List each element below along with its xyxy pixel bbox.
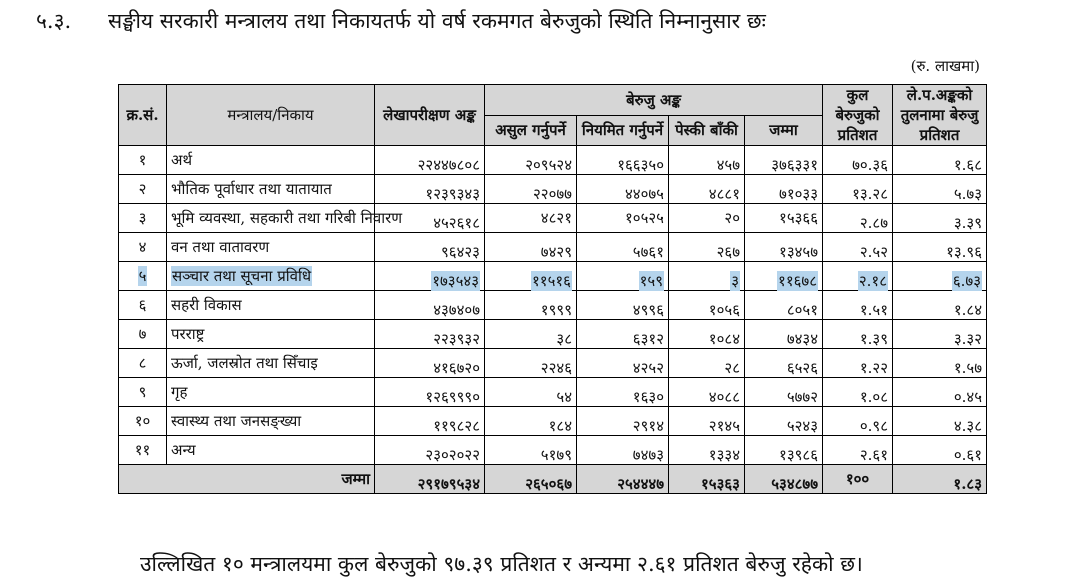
table-row bbox=[119, 233, 987, 262]
cell-audit: ११९८२८ bbox=[375, 407, 485, 436]
cell-sn: ९ bbox=[119, 378, 167, 407]
cell-total: ७४३४ bbox=[745, 320, 823, 349]
header-audit-amount: लेखापरीक्षण अङ्क bbox=[375, 85, 485, 146]
highlight-mark: २.१८ bbox=[858, 272, 888, 290]
cell-pct-audit: १३.९६ bbox=[893, 233, 987, 262]
cell-advance: १०५६ bbox=[669, 291, 745, 320]
header-advance: पेस्की बाँकी bbox=[669, 115, 745, 146]
cell-total: ३७६३३१ bbox=[745, 146, 823, 175]
cell-total: १३४५७ bbox=[745, 233, 823, 262]
cell-regularize: १६६३५० bbox=[577, 146, 669, 175]
cell-pct-audit: ३.३९ bbox=[893, 204, 987, 233]
cell-recover: ४८२१ bbox=[485, 204, 577, 233]
cell-sn: २ bbox=[119, 175, 167, 204]
cell-audit: ४३७४०७ bbox=[375, 291, 485, 320]
highlight-mark: सञ्चार तथा सूचना प्रविधि bbox=[172, 266, 312, 285]
cell-audit bbox=[375, 262, 485, 291]
cell-regularize: ५७६१ bbox=[577, 233, 669, 262]
header-pct-total: कुल बेरुजुको प्रतिशत bbox=[823, 85, 893, 146]
cell-advance: ४८८१ bbox=[669, 175, 745, 204]
header-ministry: मन्त्रालय/निकाय bbox=[167, 85, 375, 146]
cell-advance: २६७ bbox=[669, 233, 745, 262]
cell-advance: २० bbox=[669, 204, 745, 233]
cell-sn bbox=[119, 262, 167, 291]
cell-pct-audit: १.६८ bbox=[893, 146, 987, 175]
header-pct-audit: ले.प.अङ्कको तुलनामा बेरुजु प्रतिशत bbox=[893, 85, 987, 146]
cell-total: ६५२६ bbox=[745, 349, 823, 378]
cell-advance: २८ bbox=[669, 349, 745, 378]
cell-pct-audit: ०.४५ bbox=[893, 378, 987, 407]
table-row bbox=[119, 204, 987, 233]
cell-pct-total: १.०८ bbox=[823, 378, 893, 407]
cell-audit: ४५२६१८ bbox=[375, 204, 485, 233]
cell-total bbox=[745, 262, 823, 291]
cell-advance: ४५७ bbox=[669, 146, 745, 175]
section-heading bbox=[36, 6, 1056, 36]
header-row-1 bbox=[119, 85, 987, 116]
cell-sn: ८ bbox=[119, 349, 167, 378]
cell-pct-total: १.२२ bbox=[823, 349, 893, 378]
header-beruju-group: बेरुजु अङ्क bbox=[485, 85, 823, 116]
cell-regularize: १०५२५ bbox=[577, 204, 669, 233]
cell-ministry: भूमि व्यवस्था, सहकारी तथा गरिबी निवारण bbox=[167, 204, 375, 233]
header-regularize: नियमित गर्नुपर्ने bbox=[577, 115, 669, 146]
cell-pct-audit: १.८४ bbox=[893, 291, 987, 320]
cell-sn: १० bbox=[119, 407, 167, 436]
total-recover: २६५०६७ bbox=[485, 465, 577, 494]
cell-ministry: गृह bbox=[167, 378, 375, 407]
cell-pct-audit: १.५७ bbox=[893, 349, 987, 378]
cell-pct-total: २.६१ bbox=[823, 436, 893, 465]
cell-ministry: अर्थ bbox=[167, 146, 375, 175]
cell-sn: ४ bbox=[119, 233, 167, 262]
cell-ministry: स्वास्थ्य तथा जनसङ्ख्या bbox=[167, 407, 375, 436]
header-sn: क्र.सं. bbox=[119, 85, 167, 146]
cell-total: ५२४३ bbox=[745, 407, 823, 436]
table-row bbox=[119, 436, 987, 465]
cell-pct-total: १.३९ bbox=[823, 320, 893, 349]
cell-audit: २३०२०२२ bbox=[375, 436, 485, 465]
cell-pct-audit: ४.३८ bbox=[893, 407, 987, 436]
cell-pct-total: १३.२८ bbox=[823, 175, 893, 204]
cell-sn: ६ bbox=[119, 291, 167, 320]
cell-regularize: ४२५२ bbox=[577, 349, 669, 378]
header-total: जम्मा bbox=[745, 115, 823, 146]
cell-recover: ७४२९ bbox=[485, 233, 577, 262]
cell-total: १३९८६ bbox=[745, 436, 823, 465]
total-total: ५३४८७७ bbox=[745, 465, 823, 494]
table-row bbox=[119, 146, 987, 175]
cell-regularize: ७४७३ bbox=[577, 436, 669, 465]
cell-recover: १८४ bbox=[485, 407, 577, 436]
cell-recover: २०९५२४ bbox=[485, 146, 577, 175]
cell-ministry: परराष्ट्र bbox=[167, 320, 375, 349]
cell-advance: १०८४ bbox=[669, 320, 745, 349]
cell-ministry: सहरी विकास bbox=[167, 291, 375, 320]
cell-pct-total: २.५२ bbox=[823, 233, 893, 262]
cell-regularize: ४९९६ bbox=[577, 291, 669, 320]
cell-recover: २२४६ bbox=[485, 349, 577, 378]
cell-recover bbox=[485, 262, 577, 291]
total-regularize: २५४४४७ bbox=[577, 465, 669, 494]
table-row bbox=[119, 349, 987, 378]
cell-pct-total: २.८७ bbox=[823, 204, 893, 233]
cell-audit: १२३९३४३ bbox=[375, 175, 485, 204]
cell-audit: ९६४२३ bbox=[375, 233, 485, 262]
cell-recover: २२०७७ bbox=[485, 175, 577, 204]
cell-sn: ३ bbox=[119, 204, 167, 233]
cell-ministry: अन्य bbox=[167, 436, 375, 465]
total-row bbox=[119, 465, 987, 494]
cell-pct-audit: ५.७३ bbox=[893, 175, 987, 204]
cell-pct-total bbox=[823, 262, 893, 291]
cell-sn: ११ bbox=[119, 436, 167, 465]
total-audit: २९१७९५३४ bbox=[375, 465, 485, 494]
cell-advance bbox=[669, 262, 745, 291]
cell-pct-audit bbox=[893, 262, 987, 291]
total-pct-total: १०० bbox=[823, 465, 893, 494]
cell-recover: ५१७९ bbox=[485, 436, 577, 465]
cell-recover: १९९९ bbox=[485, 291, 577, 320]
cell-pct-audit: ३.३२ bbox=[893, 320, 987, 349]
cell-recover: ५४ bbox=[485, 378, 577, 407]
cell-total: ५७७२ bbox=[745, 378, 823, 407]
cell-regularize: २९१४ bbox=[577, 407, 669, 436]
cell-regularize: १६३० bbox=[577, 378, 669, 407]
cell-recover: ३८ bbox=[485, 320, 577, 349]
cell-pct-total: १.५१ bbox=[823, 291, 893, 320]
cell-pct-total: ०.९८ bbox=[823, 407, 893, 436]
cell-total: ७१०३३ bbox=[745, 175, 823, 204]
cell-ministry: भौतिक पूर्वाधार तथा यातायात bbox=[167, 175, 375, 204]
cell-audit: २२४४७८०८ bbox=[375, 146, 485, 175]
highlight-mark: ११६७८ bbox=[778, 272, 818, 290]
table-row-highlighted bbox=[119, 262, 987, 291]
total-pct-audit: १.८३ bbox=[893, 465, 987, 494]
cell-regularize bbox=[577, 262, 669, 291]
cell-advance: ४०८८ bbox=[669, 378, 745, 407]
footnote-text: उल्लिखित १० मन्त्रालयमा कुल बेरुजुको ९७.३९ प्रतिशत र अन्यमा २.६१ प्रतिशत बेरुजु रहेको छ। bbox=[140, 552, 863, 576]
table-row bbox=[119, 320, 987, 349]
cell-ministry bbox=[167, 262, 375, 291]
table-row bbox=[119, 175, 987, 204]
cell-ministry: ऊर्जा, जलस्रोत तथा सिँचाइ bbox=[167, 349, 375, 378]
table-row bbox=[119, 407, 987, 436]
highlight-mark: ६.७३ bbox=[952, 272, 982, 290]
highlight-mark: ११५१६ bbox=[531, 272, 571, 290]
highlight-mark: ३ bbox=[731, 272, 739, 290]
section-title: सङ्घीय सरकारी मन्त्रालय तथा निकायतर्फ यो वर्ष रकमगत बेरुजुको स्थिति निम्नानुसार छः bbox=[108, 9, 766, 33]
cell-audit: २२३९३२ bbox=[375, 320, 485, 349]
cell-sn: १ bbox=[119, 146, 167, 175]
table-row bbox=[119, 291, 987, 320]
cell-advance: १३३४ bbox=[669, 436, 745, 465]
cell-regularize: ४४०७५ bbox=[577, 175, 669, 204]
cell-sn: ७ bbox=[119, 320, 167, 349]
cell-regularize: ६३१२ bbox=[577, 320, 669, 349]
cell-total: ८०५१ bbox=[745, 291, 823, 320]
cell-pct-audit: ०.६१ bbox=[893, 436, 987, 465]
cell-pct-total: ७०.३६ bbox=[823, 146, 893, 175]
highlight-mark: १७३५४३ bbox=[432, 272, 479, 290]
cell-audit: ४१६७२० bbox=[375, 349, 485, 378]
cell-ministry: वन तथा वातावरण bbox=[167, 233, 375, 262]
table-row bbox=[119, 378, 987, 407]
highlight-mark: ५ bbox=[138, 266, 147, 285]
section-number: ५.३. bbox=[36, 9, 72, 33]
beruju-table bbox=[118, 84, 987, 494]
unit-note: (रु. लाखमा) bbox=[910, 57, 980, 75]
cell-audit: १२६९९९० bbox=[375, 378, 485, 407]
cell-total: १५३६६ bbox=[745, 204, 823, 233]
highlight-mark: १५९ bbox=[639, 272, 663, 290]
total-label: जम्मा bbox=[119, 465, 375, 494]
header-recover: असुल गर्नुपर्ने bbox=[485, 115, 577, 146]
cell-advance: २१४५ bbox=[669, 407, 745, 436]
total-advance: १५३६३ bbox=[669, 465, 745, 494]
